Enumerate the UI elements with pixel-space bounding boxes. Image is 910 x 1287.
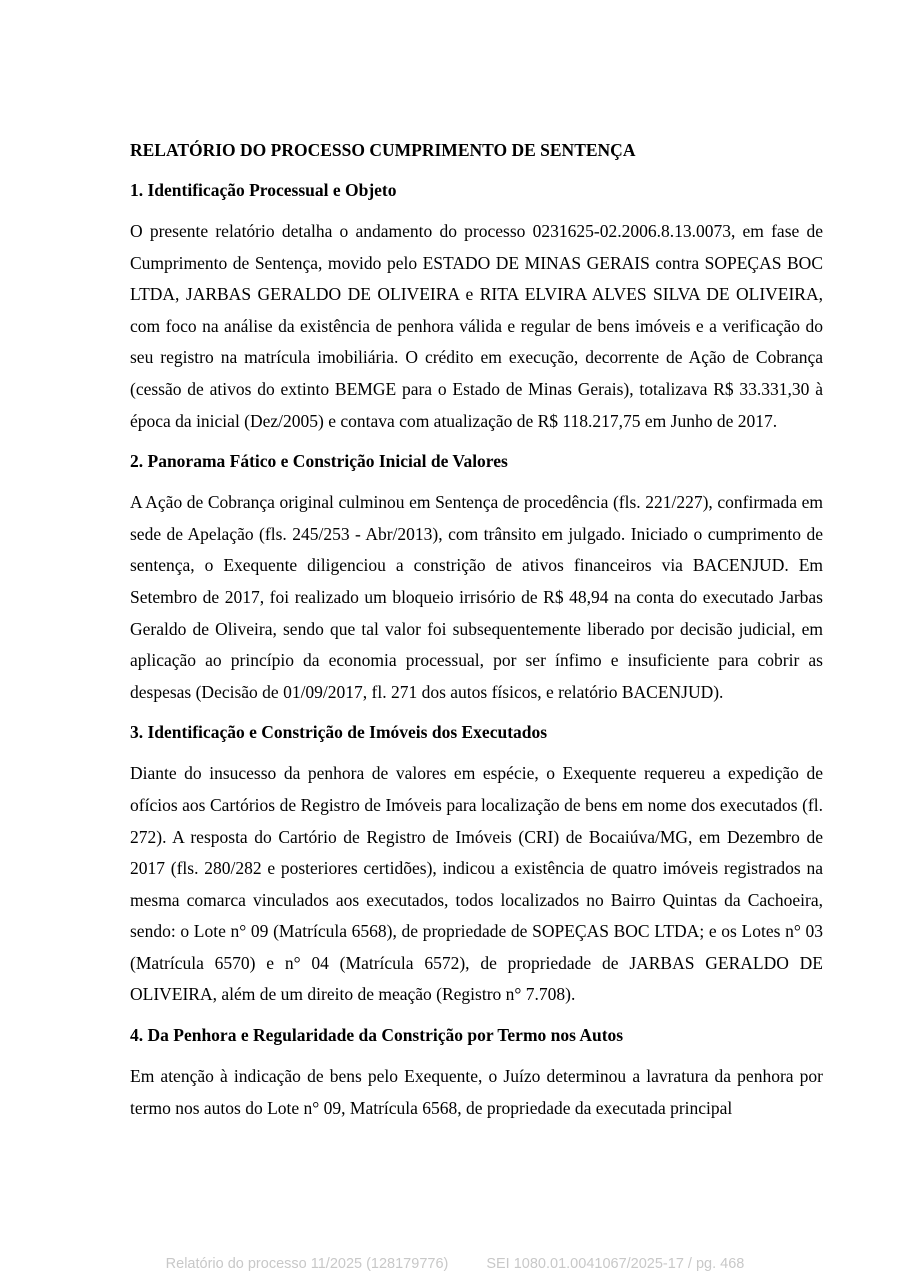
section-paragraph-1: O presente relatório detalha o andamento do processo 0231625-02.2006.8.13.0073, em fase de Cumprimento de Sentença, movido pelo ESTADO DE MINAS GERAIS contra SOPEÇAS BOC LTDA, JARBAS GERALDO DE OLIVEIRA e RITA ELVIRA ALVES SILVA DE OLIVEIRA, com foco na análise da existência de penhora válida e regular de bens imóveis e a verificação do seu registro na matrícula imobiliária. O crédito em execução, decorrente de Ação de Cobrança (cessão de ativos do extinto BEMGE para o Estado de Minas Gerais), totalizava R$ 33.331,30 à época da inicial (Dez/2005) e contava com atualização de R$ 118.217,75 em Junho de 2017.	[130, 221, 823, 431]
document-body	[130, 136, 823, 1134]
page-footer	[0, 1256, 910, 1272]
section-heading-1: 1. Identificação Processual e Objeto	[130, 180, 397, 200]
footer-sei-page-reference: SEI 1080.01.0041067/2025-17 / pg. 468	[486, 1256, 745, 1272]
section-paragraph-4: Em atenção à indicação de bens pelo Exequente, o Juízo determinou a lavratura da penhora por termo nos autos do Lote n° 09, Matrícula 6568, de propriedade da executada principal	[130, 1066, 823, 1118]
footer-process-reference: Relatório do processo 11/2025 (128179776)	[165, 1256, 449, 1272]
section-paragraph-2: A Ação de Cobrança original culminou em Sentença de procedência (fls. 221/227), confirmada em sede de Apelação (fls. 245/253 - Abr/2013), com trânsito em julgado. Iniciado o cumprimento de sentença, o Exequente diligenciou a constrição de ativos financeiros via BACENJUD. Em Setembro de 2017, foi realizado um bloqueio irrisório de R$ 48,94 na conta do executado Jarbas Geraldo de Oliveira, sendo que tal valor foi subsequentemente liberado por decisão judicial, em aplicação ao princípio da economia processual, por ser ínfimo e insuficiente para cobrir as despesas (Decisão de 01/09/2017, fl. 271 dos autos físicos, e relatório BACENJUD).	[130, 492, 823, 702]
section-heading-3: 3. Identificação e Constrição de Imóveis dos Executados	[130, 722, 548, 743]
section-heading-2: 2. Panorama Fático e Constrição Inicial de Valores	[130, 451, 508, 472]
section-heading-4: 4. Da Penhora e Regularidade da Constrição por Termo nos Autos	[130, 1025, 624, 1046]
section-paragraph-3: Diante do insucesso da penhora de valores em espécie, o Exequente requereu a expedição de ofícios aos Cartórios de Registro de Imóveis para localização de bens em nome dos executados (fl. 272). A resposta do Cartório de Registro de Imóveis (CRI) de Bocaiúva/MG, em Dezembro de 2017 (fls. 280/282 e posteriores certidões), indicou a existência de quatro imóveis registrados na mesma comarca vinculados aos executados, todos localizados no Bairro Quintas da Cachoeira, sendo: o Lote n° 09 (Matrícula 6568), de propriedade de SOPEÇAS BOC LTDA; e os Lotes n° 03 (Matrícula 6570) e n° 04 (Matrícula 6572), de propriedade de JARBAS GERALDO DE OLIVEIRA, além de um direito de meação (Registro n° 7.708).	[130, 763, 823, 1005]
document-title: RELATÓRIO DO PROCESSO CUMPRIMENTO DE SENTENÇA	[130, 140, 636, 160]
